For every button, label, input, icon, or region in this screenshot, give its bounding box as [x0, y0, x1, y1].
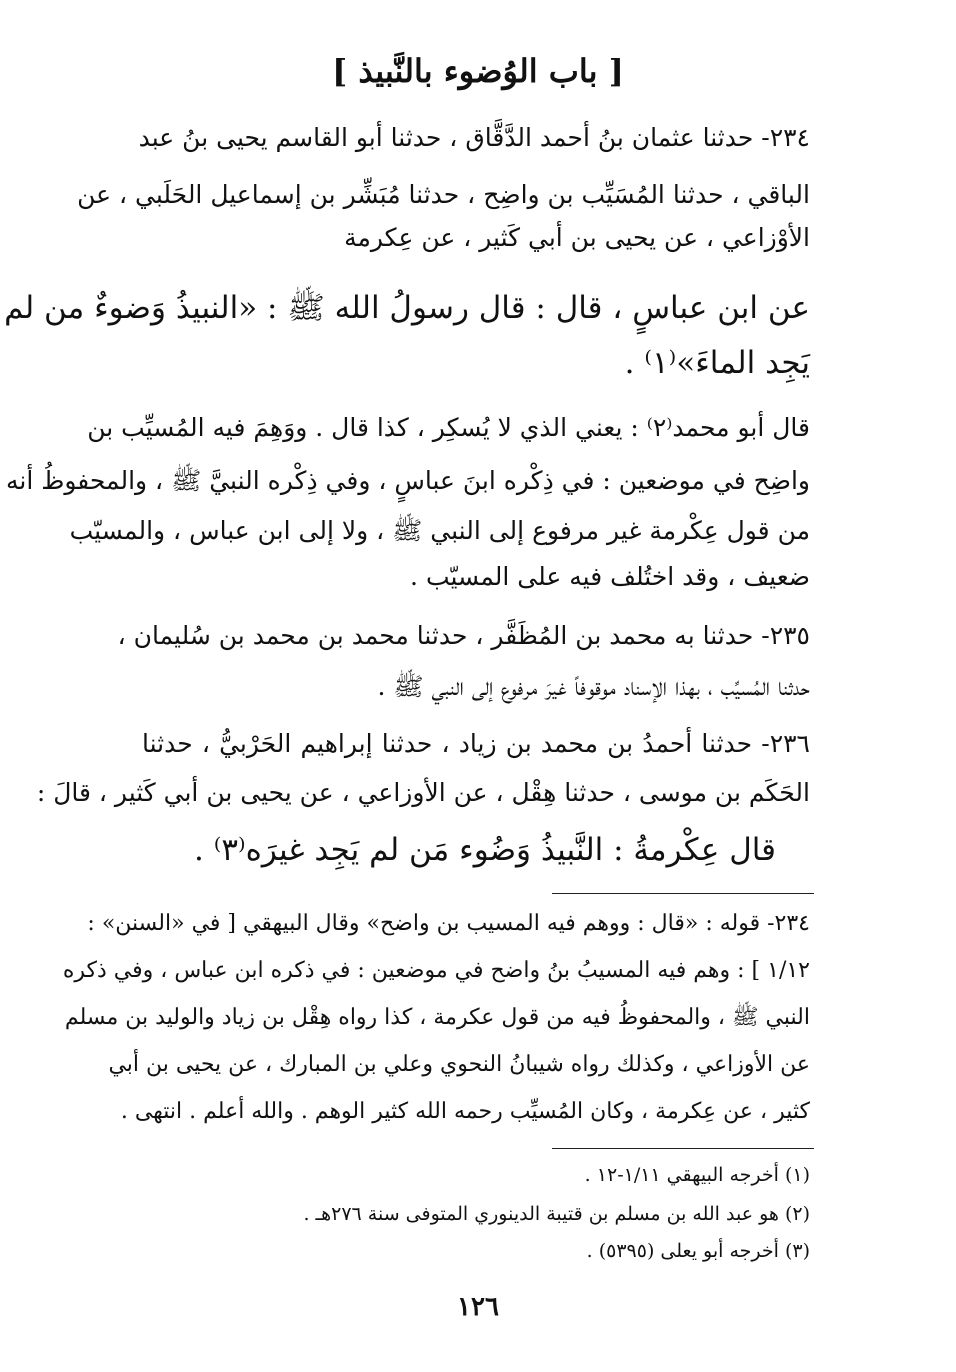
matn-234-line-2: يَجِد الماءَ»⁽١⁾ . — [624, 345, 810, 381]
commentary-line-2: ١/١٢ ] : وهم فيه المسيبُ بنُ واضح في موضعين : في ذكره ابن عباس ، وفي ذكره — [62, 958, 810, 983]
hadith-234-line-3: الأوْزاعي ، عن يحيى بن أبي كَثير ، عن عِكرمة — [344, 223, 810, 252]
comment-line-3: من قول عِكْرمة غير مرفوع إلى النبي ﷺ ، ولا إلى ابن عباس ، والمسيّب — [69, 516, 810, 545]
hadith-234-line-1: ٢٣٤- حدثنا عثمان بنُ أحمد الدَّقَّاق ، حدثنا أبو القاسم يحيى بنُ عبد — [138, 123, 810, 152]
hadith-236-line-3: قال عِكْرمةُ : النَّبيذُ وَضُوء مَن لم يَجِد غيرَه⁽٣⁾ . — [194, 832, 776, 868]
footnote-3: (٣) أخرجه أبو يعلى (٥٣٩٥) . — [586, 1240, 810, 1262]
commentary-separator — [552, 893, 814, 894]
hadith-234-line-2: الباقي ، حدثنا المُسَيِّب بن واضِح ، حدثنا مُبَشِّر بن إسماعيل الحَلَبي ، عن — [77, 180, 810, 209]
page-number: ١٢٦ — [457, 1292, 499, 1322]
matn-234-line-1: عن ابن عباسٍ ، قال : قال رسولُ الله ﷺ : «النبيذُ وَضوءٌ من لم — [4, 290, 810, 326]
comment-line-1: قال أبو محمد⁽٢⁾ : يعني الذي لا يُسكِر ، كذا قال . ووَهِمَ فيه المُسيِّب بن — [87, 413, 810, 442]
footnote-2: (٢) هو عبد الله بن مسلم بن قتيبة الدينوري المتوفى سنة ٢٧٦هـ . — [303, 1203, 810, 1225]
hadith-236-line-1: ٢٣٦- حدثنا أحمدُ بن محمد بن زياد ، حدثنا إبراهيم الحَرْبيُّ ، حدثنا — [142, 729, 810, 758]
comment-line-2: واضِح في موضعين : في ذِكْره ابنَ عباسٍ ، وفي ذِكْره النبيَّ ﷺ ، والمحفوظُ أنه — [5, 466, 810, 495]
footnote-1: (١) أخرجه البيهقي ١/١١-١٢ . — [584, 1164, 810, 1186]
commentary-line-5: كثير ، عن عِكرمة ، وكان المُسيِّب رحمه الله كثير الوهم . والله أعلم . انتهى . — [120, 1099, 810, 1124]
chapter-title: [ باب الوُضوء بالنَّبيذ ] — [332, 52, 624, 90]
comment-line-4: ضعيف ، وقد اختُلف فيه على المسيّب . — [410, 562, 810, 591]
commentary-line-4: عن الأوزاعي ، وكذلك رواه شيبانُ النحوي وعلي بن المبارك ، عن يحيى بن أبي — [108, 1052, 810, 1077]
commentary-line-1: ٢٣٤- قوله : «قال : ووهم فيه المسيب بن واضح» وقال البيهقي [ في «السنن» : — [87, 911, 810, 936]
hadith-235-line-1: ٢٣٥- حدثنا به محمد بن المُظَفَّر ، حدثنا محمد بن محمد بن سُليمان ، — [117, 621, 810, 650]
footnotes-separator — [552, 1148, 814, 1149]
hadith-236-line-2: الحَكَم بن موسى ، حدثنا هِقْل ، عن الأوزاعي ، عن يحيى بن أبي كَثير ، قالَ : — [36, 778, 810, 807]
commentary-line-3: النبي ﷺ ، والمحفوظُ فيه من قول عكرمة ، كذا رواه هِقْل بن زياد والوليد بن مسلم — [64, 1005, 810, 1030]
hadith-235-line-2: حدثنا المُسيِّب ، بهذا الإسناد موقوفاً غيرَ مرفوع إلى النبي ﷺ . — [377, 672, 810, 701]
